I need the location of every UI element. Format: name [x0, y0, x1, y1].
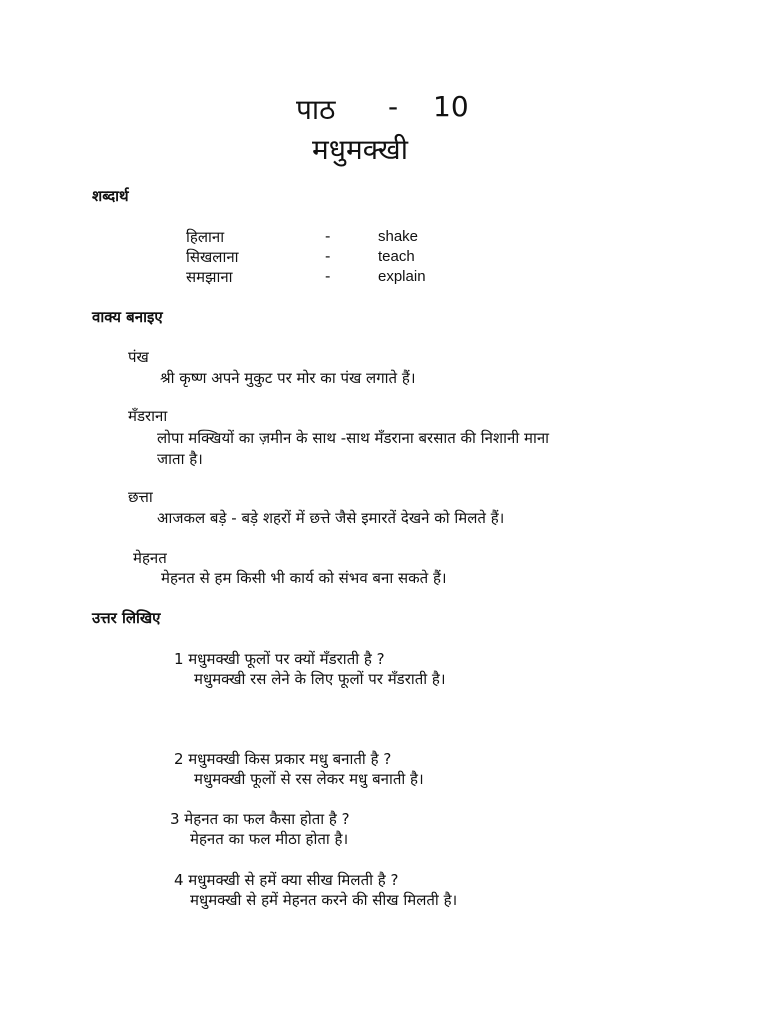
- sentences-heading: वाक्य बनाइए: [92, 308, 163, 326]
- question: 1 मधुमक्खी फूलों पर क्यों मँडराती है ?: [174, 650, 385, 668]
- vocab-english: teach: [378, 248, 415, 265]
- vocab-dash: -: [325, 247, 331, 265]
- sentence-word: पंख: [128, 348, 149, 366]
- vocab-english: shake: [378, 228, 419, 245]
- question: 2 मधुमक्खी किस प्रकार मधु बनाती है ?: [174, 750, 392, 768]
- answer: मधुमक्खी फूलों से रस लेकर मधु बनाती है।: [194, 770, 424, 788]
- answer: मेहनत का फल मीठा होता है।: [190, 830, 349, 848]
- question: 4 मधुमक्खी से हमें क्या सीख मिलती है ?: [174, 871, 399, 889]
- sentence-line: श्री कृष्ण अपने मुकुट पर मोर का पंख लगाते हैं।: [160, 369, 416, 387]
- vocab-dash: -: [325, 227, 331, 245]
- vocab-hindi: समझाना: [186, 268, 233, 286]
- title-dash: -: [388, 90, 399, 123]
- sentence-word: मँडराना: [128, 407, 168, 425]
- sentence-line: मेहनत से हम किसी भी कार्य को संभव बना सकते हैं।: [161, 569, 447, 587]
- answers-heading: उत्तर लिखिए: [92, 609, 161, 627]
- vocab-hindi: सिखलाना: [186, 248, 239, 266]
- answer: मधुमक्खी से हमें मेहनत करने की सीख मिलती है।: [190, 891, 458, 909]
- answer: मधुमक्खी रस लेने के लिए फूलों पर मँडराती है।: [194, 670, 446, 688]
- sentence-line: जाता है।: [157, 450, 203, 468]
- sentence-line: लोपा मक्खियों का ज़मीन के साथ -साथ मँडराना बरसात की निशानी माना: [157, 429, 550, 447]
- vocabulary-heading: शब्दार्थ: [92, 187, 129, 205]
- vocab-english: explain: [378, 268, 426, 285]
- sentence-word: छत्ता: [128, 488, 153, 506]
- lesson-number: 10: [433, 90, 469, 123]
- vocab-hindi: हिलाना: [186, 228, 225, 246]
- lesson-title: मधुमक्खी: [312, 133, 408, 166]
- question: 3 मेहनत का फल कैसा होता है ?: [170, 810, 350, 828]
- vocab-dash: -: [325, 267, 331, 285]
- sentence-line: आजकल बड़े - बड़े शहरों में छत्ते जैसे इमारतें देखने को मिलते हैं।: [157, 509, 505, 527]
- lesson-label: पाठ: [296, 93, 336, 126]
- sentence-word: मेहनत: [133, 549, 167, 567]
